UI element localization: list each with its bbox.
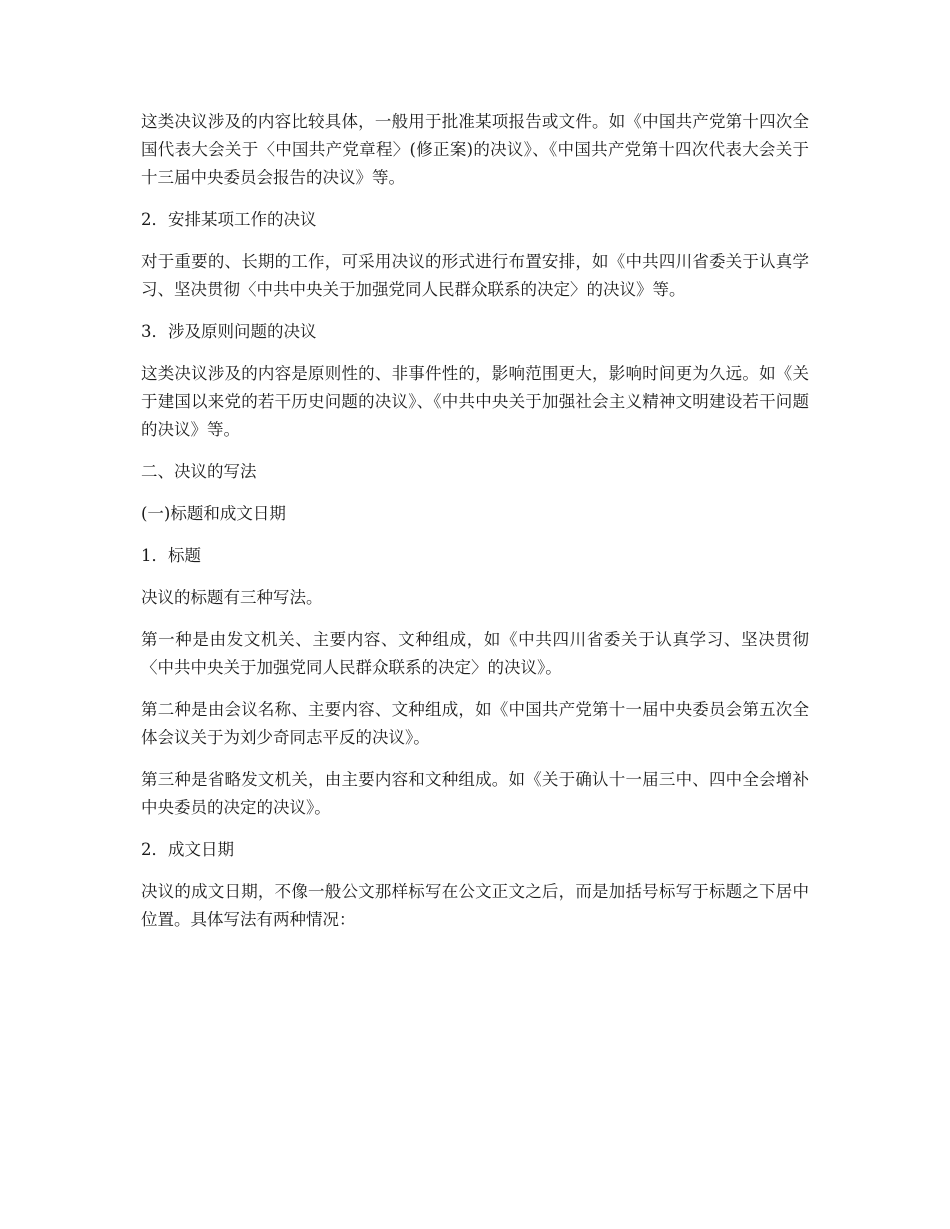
heading-title-and-date: (一)标题和成文日期	[141, 504, 286, 523]
paragraph-three-title-forms: 决议的标题有三种写法。	[141, 588, 323, 607]
heading-principle-resolution: 3．涉及原则问题的决议	[141, 322, 317, 341]
heading-title: 1．标题	[141, 546, 201, 565]
paragraph-work-arrangement: 对于重要的、长期的工作，可采用决议的形式进行布置安排，如《中共四川省委关于认真学习、坚决贯彻〈中共中央关于加强党同人民群众联系的决定〉的决议》等。	[141, 252, 809, 299]
paragraph-principle: 这类决议涉及的内容是原则性的、非事件性的，影响范围更大，影响时间更为久远。如《关于建国以来党的若干历史问题的决议》、《中共中央关于加强社会主义精神文明建设若干问题的决议》等。	[141, 364, 809, 439]
paragraph-first-form: 第一种是由发文机关、主要内容、文种组成，如《中共四川省委关于认真学习、坚决贯彻〈中共中央关于加强党同人民群众联系的决定〉的决议》。	[141, 630, 809, 677]
heading-writing-method: 二、决议的写法	[141, 462, 257, 481]
document-page	[141, 108, 809, 948]
paragraph-second-form: 第二种是由会议名称、主要内容、文种组成，如《中国共产党第十一届中央委员会第五次全体会议关于为刘少奇同志平反的决议》。	[141, 700, 809, 747]
paragraph-date-placement: 决议的成文日期，不像一般公文那样标写在公文正文之后，而是加括号标写于标题之下居中位置。具体写法有两种情况：	[141, 882, 809, 929]
heading-work-arrangement-resolution: 2．安排某项工作的决议	[141, 210, 317, 229]
paragraph-third-form: 第三种是省略发文机关，由主要内容和文种组成。如《关于确认十一届三中、四中全会增补中央委员的决定的决议》。	[141, 770, 809, 817]
paragraph-intro-specific-resolutions: 这类决议涉及的内容比较具体，一般用于批准某项报告或文件。如《中国共产党第十四次全国代表大会关于〈中国共产党章程〉(修正案)的决议》、《中国共产党第十四次代表大会关于十三届中央委员会报告的决议》等。	[141, 112, 809, 187]
heading-date-of-writing: 2．成文日期	[141, 840, 234, 859]
